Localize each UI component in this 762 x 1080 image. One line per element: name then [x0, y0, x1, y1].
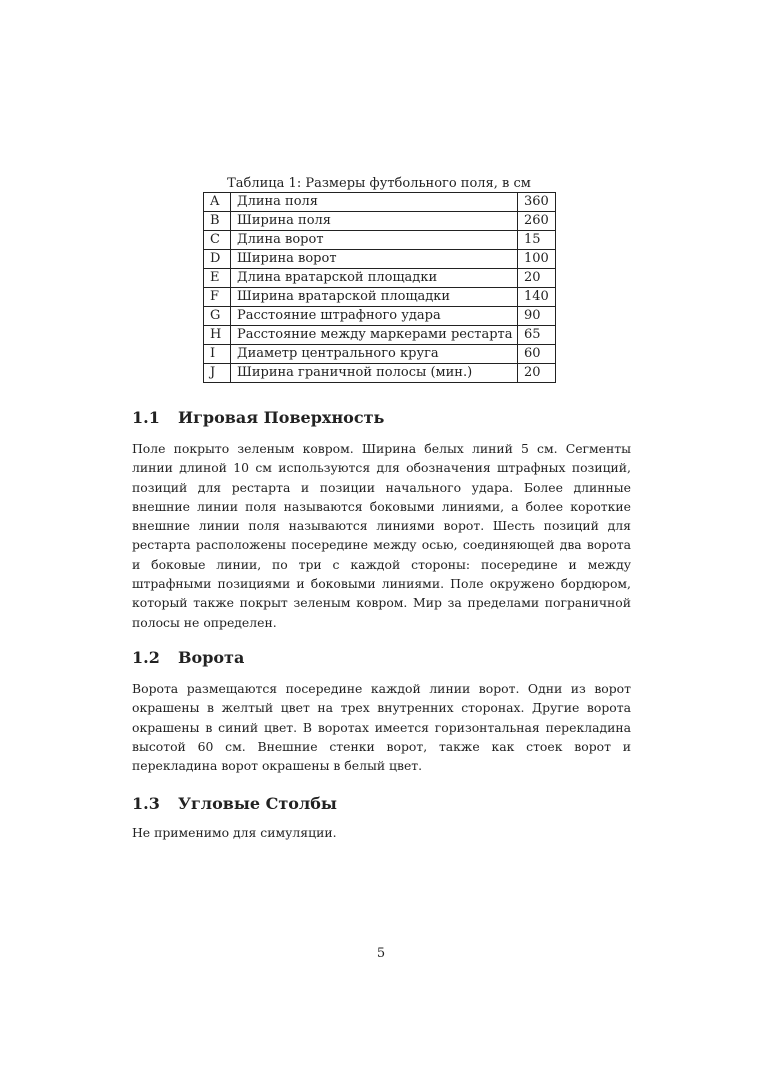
row-key: G — [204, 307, 231, 326]
section-number: 1.3 — [132, 794, 160, 813]
row-key: C — [204, 231, 231, 250]
row-value: 60 — [518, 345, 556, 364]
section-heading — [132, 648, 631, 668]
row-value: 20 — [518, 364, 556, 383]
section-goals — [132, 648, 631, 775]
row-key: J — [204, 364, 231, 383]
row-value: 15 — [518, 231, 556, 250]
row-value: 260 — [518, 212, 556, 231]
row-key: D — [204, 250, 231, 269]
section-title: Игровая Поверхность — [178, 408, 385, 427]
row-label: Ширина вратарской площадки — [231, 288, 518, 307]
row-value: 360 — [518, 193, 556, 212]
section-body: Ворота размещаются посередине каждой линии ворот. Одни из ворот окрашены в желтый цвет на трех внутренних сторонах. Другие ворота окрашены в синий цвет. В воротах имеется горизонтальная перекладина высотой 60 см. Внешние стенки ворот, также как стоек ворот и перекладина ворот окрашены в белый цвет. — [132, 681, 631, 774]
row-value: 100 — [518, 250, 556, 269]
table-row — [204, 231, 556, 250]
section-playing-surface — [132, 408, 631, 632]
row-value: 140 — [518, 288, 556, 307]
page-number: 5 — [376, 946, 386, 961]
table-row — [204, 193, 556, 212]
row-key: A — [204, 193, 231, 212]
row-label: Диаметр центрального круга — [231, 345, 518, 364]
row-value: 65 — [518, 326, 556, 345]
row-label: Ширина граничной полосы (мин.) — [231, 364, 518, 383]
table-row — [204, 307, 556, 326]
row-label: Ширина ворот — [231, 250, 518, 269]
section-body: Не применимо для симуляции. — [132, 825, 337, 840]
row-label: Длина вратарской площадки — [231, 269, 518, 288]
section-number: 1.2 — [132, 648, 160, 667]
table-row — [204, 269, 556, 288]
row-value: 90 — [518, 307, 556, 326]
dimensions-table-block — [203, 176, 555, 383]
row-label: Расстояние штрафного удара — [231, 307, 518, 326]
table-caption: Таблица 1: Размеры футбольного поля, в см — [227, 176, 531, 191]
row-key: H — [204, 326, 231, 345]
section-heading — [132, 408, 631, 428]
section-heading — [132, 794, 631, 814]
table-row — [204, 212, 556, 231]
table-row — [204, 288, 556, 307]
table-row — [204, 250, 556, 269]
row-key: I — [204, 345, 231, 364]
row-key: F — [204, 288, 231, 307]
row-label: Расстояние между маркерами рестарта — [231, 326, 518, 345]
row-value: 20 — [518, 269, 556, 288]
table-row — [204, 364, 556, 383]
section-body: Поле покрыто зеленым ковром. Ширина белых линий 5 см. Сегменты линии длиной 10 см используются для обозначения штрафных позиций, позиций для рестарта и позиции начального удара. Более длинные внешние линии поля называются боковыми линиями, а более короткие внешние линии поля называются линиями ворот. Шесть позиций для рестарта расположены посередине между осью, соединяющей два ворота и боковые линии, по три с каждой стороны: посередине и между штрафными позициями и боковыми линиями. Поле окружено бордюром, который также покрыт зеленым ковром. Мир за пределами пограничной полосы не определен. — [132, 441, 631, 630]
section-title: Ворота — [178, 648, 245, 667]
row-label: Ширина поля — [231, 212, 518, 231]
dimensions-table — [203, 192, 556, 383]
row-label: Длина ворот — [231, 231, 518, 250]
row-key: E — [204, 269, 231, 288]
table-row — [204, 345, 556, 364]
table-row — [204, 326, 556, 345]
section-corner-posts — [132, 794, 631, 842]
section-title: Угловые Столбы — [178, 794, 337, 813]
row-label: Длина поля — [231, 193, 518, 212]
section-number: 1.1 — [132, 408, 160, 427]
row-key: B — [204, 212, 231, 231]
